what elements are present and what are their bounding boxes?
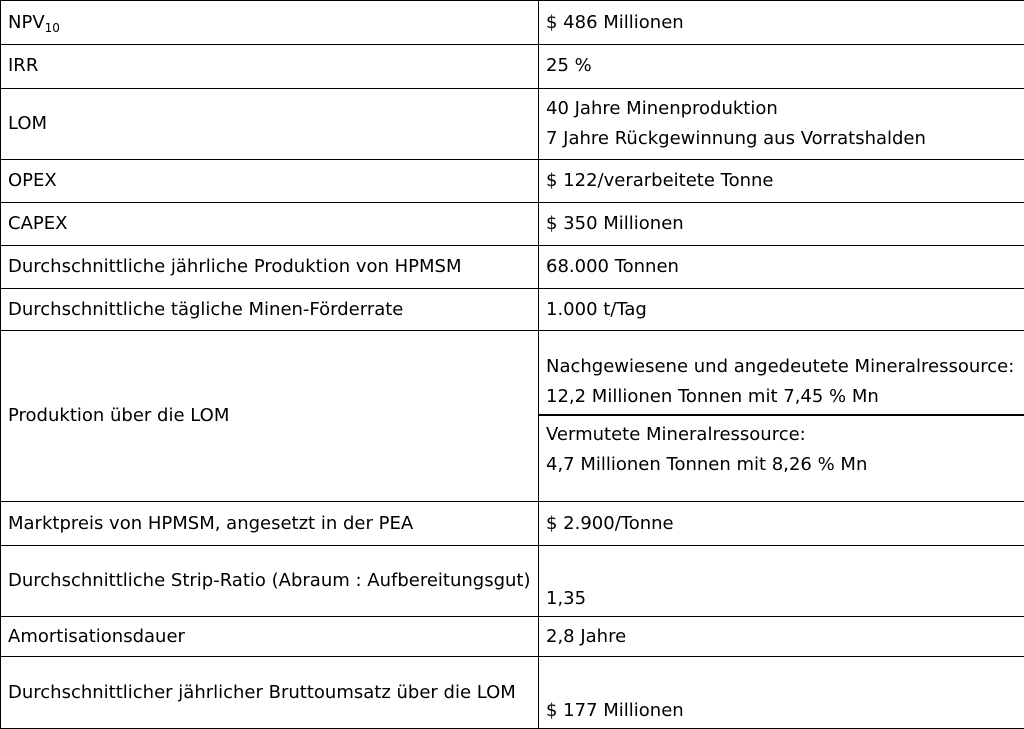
label-subscript: 10 <box>44 20 60 35</box>
row-label: CAPEX <box>1 203 539 245</box>
value-part-indicated <box>539 350 1024 416</box>
value-line: Vermutete Mineralressource: <box>546 424 806 446</box>
table-row <box>1 657 1024 729</box>
table-row <box>1 545 1024 616</box>
row-label: Amortisationsdauer <box>1 617 539 657</box>
value-part-inferred <box>539 416 1024 482</box>
row-value: $ 177 Millionen <box>539 657 1024 729</box>
row-label: IRR <box>1 45 539 88</box>
table-row <box>1 502 1024 545</box>
table-row <box>1 203 1024 245</box>
table-row <box>1 331 1024 502</box>
row-value: 1,35 <box>539 545 1024 616</box>
row-value: $ 350 Millionen <box>539 203 1024 245</box>
row-label: LOM <box>1 88 539 159</box>
row-value <box>539 88 1024 159</box>
row-label: Marktpreis von HPMSM, angesetzt in der PEA <box>1 502 539 545</box>
row-label: Durchschnittlicher jährlicher Bruttoumsatz über die LOM <box>1 657 539 729</box>
row-label <box>1 1 539 45</box>
row-label: Durchschnittliche tägliche Minen-Förderrate <box>1 288 539 330</box>
row-label: Durchschnittliche jährliche Produktion von HPMSM <box>1 245 539 288</box>
table-row <box>1 288 1024 330</box>
row-value <box>539 331 1024 502</box>
row-label: Durchschnittliche Strip-Ratio (Abraum : Aufbereitungsgut) <box>1 545 539 616</box>
value-line: 40 Jahre Minenproduktion <box>546 97 778 119</box>
row-value: 25 % <box>539 45 1024 88</box>
row-value: 68.000 Tonnen <box>539 245 1024 288</box>
row-label: OPEX <box>1 160 539 203</box>
label-text: NPV <box>8 11 45 33</box>
value-line: 7 Jahre Rückgewinnung aus Vorratshalden <box>546 127 926 149</box>
row-value: 1.000 t/Tag <box>539 288 1024 330</box>
row-value: $ 486 Millionen <box>539 1 1024 45</box>
table-row <box>1 160 1024 203</box>
table-row <box>1 617 1024 657</box>
table-row <box>1 88 1024 159</box>
value-line: Nachgewiesene und angedeutete Mineralressource: <box>546 356 1015 378</box>
row-value: $ 122/verarbeitete Tonne <box>539 160 1024 203</box>
row-value: 2,8 Jahre <box>539 617 1024 657</box>
row-label: Produktion über die LOM <box>1 331 539 502</box>
table-row <box>1 1 1024 45</box>
value-line: 12,2 Millionen Tonnen mit 7,45 % Mn <box>546 386 879 408</box>
table-row <box>1 245 1024 288</box>
value-line: 4,7 Millionen Tonnen mit 8,26 % Mn <box>546 454 868 476</box>
row-value: $ 2.900/Tonne <box>539 502 1024 545</box>
table-row <box>1 45 1024 88</box>
